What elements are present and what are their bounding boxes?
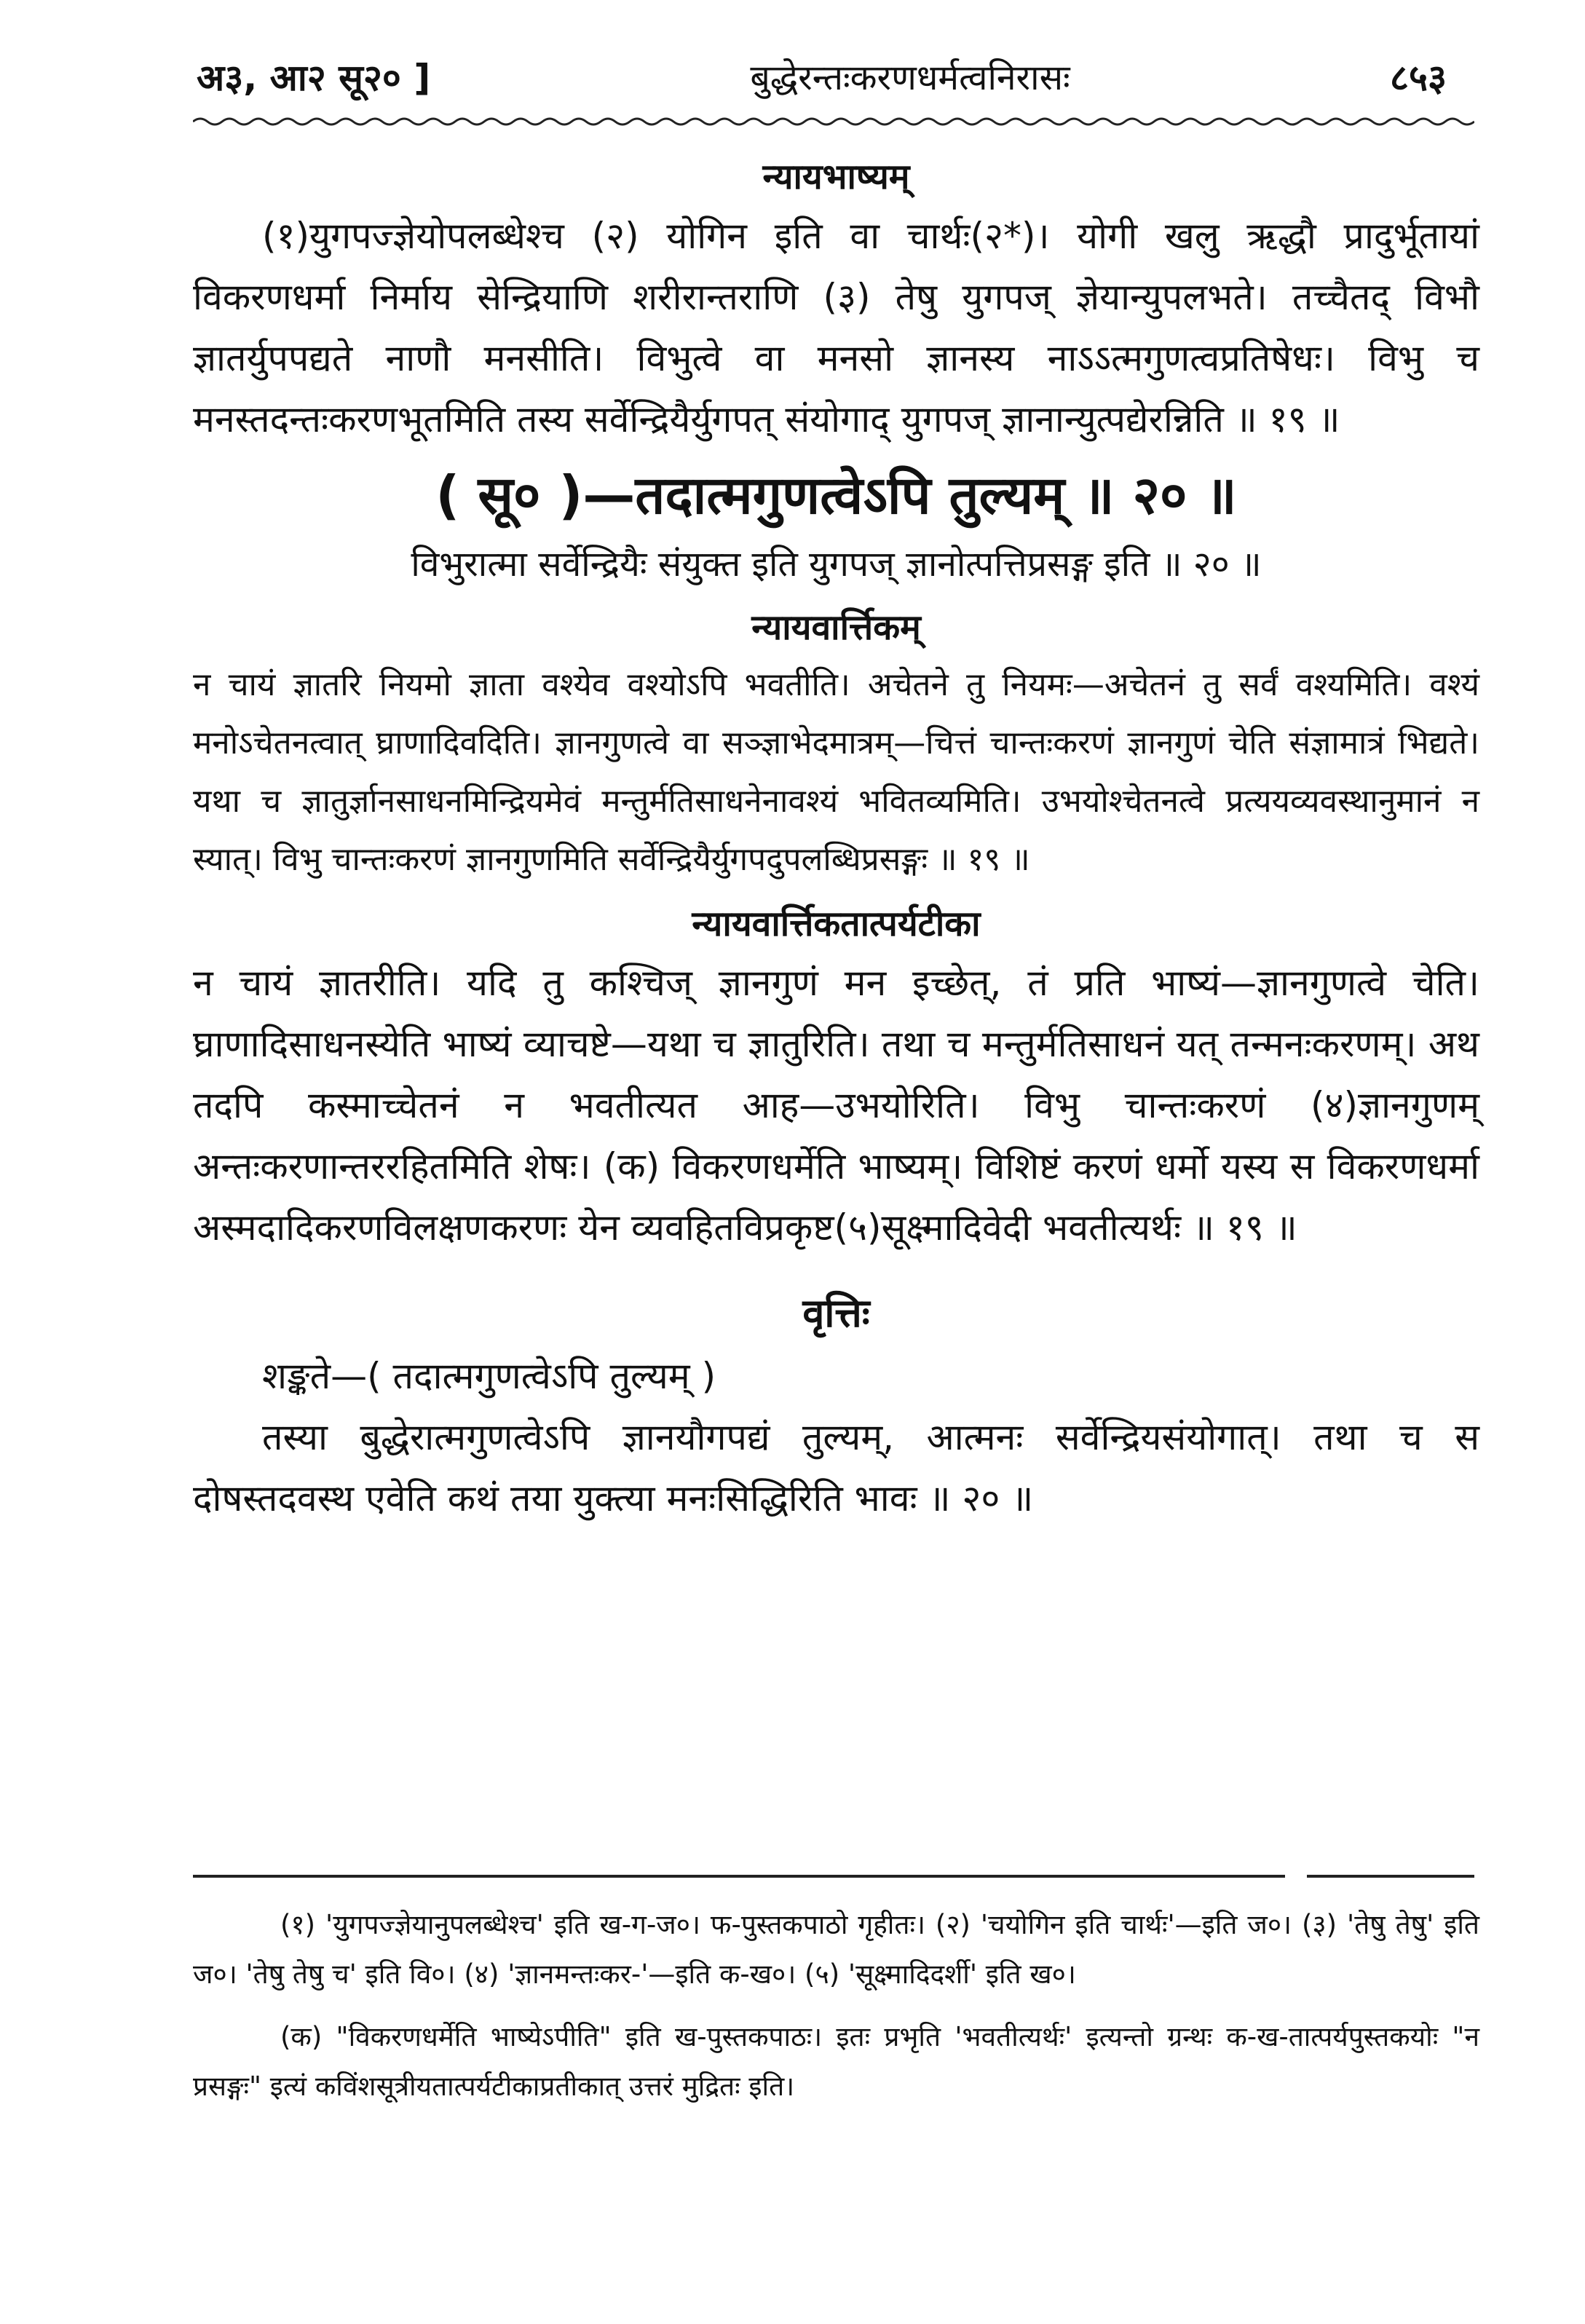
page-number: ८५३ <box>1390 57 1447 99</box>
vritti-heading: वृत्तिः <box>802 1290 870 1336</box>
footnote-separator <box>193 1875 1474 1882</box>
header-section-ref: अ३, आ२ सू२० ] <box>197 57 431 99</box>
bhashya-heading: न्यायभाष्यम् <box>762 157 910 197</box>
separator-rule-right <box>1307 1875 1474 1878</box>
vritti-text: तस्या बुद्धेरात्मगुणत्वेऽपि ज्ञानयौगपद्यं तुल्यम्, आत्मनः सर्वेन्द्रियसंयोगात्। तथा च स दोषस्तदवस्थ एवेति कथं तया युक्त्या मनःसिद्धिरिति भावः ॥ २० ॥ <box>193 1416 1479 1519</box>
main-text <box>193 142 1479 1529</box>
tika-heading: न्यायवार्त्तिकतात्पर्यटीका <box>692 904 981 944</box>
sutra-gloss: विभुरात्मा सर्वेन्द्रियैः संयुक्त इति युगपज् ज्ञानोत्पत्तिप्रसङ्ग इति ॥ २० ॥ <box>411 544 1262 585</box>
bhashya-text: (१)युगपज्ज्ञेयोपलब्धेश्च (२) योगिन इति वा चार्थः(२*)। योगी खलु ऋद्धौ प्रादुर्भूतायां विकरणधर्मा निर्माय सेन्द्रियाणि शरीरान्तराणि (३) तेषु युगपज् ज्ञेयान्युपलभते। तच्चैतद् विभौ ज्ञातर्युपपद्यते नाणौ मनसीति। विभुत्वे वा मनसो ज्ञानस्य नाऽऽत्मगुणत्वप्रतिषेधः। विभु च मनस्तदन्तःकरणभूतमिति तस्य सर्वेन्द्रियैर्युगपत् संयोगाद् युगपज् ज्ञानान्युत्पद्येरन्निति ॥ १९ ॥ <box>193 215 1479 440</box>
running-header <box>197 36 1447 116</box>
separator-rule-left <box>193 1875 1285 1878</box>
header-title: बुद्धेरन्तःकरणधर्मत्वनिरासः <box>750 57 1070 98</box>
header-wavy-rule <box>193 113 1474 130</box>
tika-text: न चायं ज्ञातरीति। यदि तु कश्चिज् ज्ञानगुणं मन इच्छेत्, तं प्रति भाष्यं—ज्ञानगुणत्वे चेति। घ्राणादिसाधनस्येति भाष्यं व्याचष्टे—यथा च ज्ञातुरिति। तथा च मन्तुर्मतिसाधनं यत् तन्मनःकरणम्। अथ तदपि कस्माच्चेतनं न भवतीत्यत आह—उभयोरिति। विभु चान्तःकरणं (४)ज्ञानगुणम् अन्तःकरणान्तररहितमिति शेषः। (क) विकरणधर्मेति भाष्यम्। विशिष्टं करणं धर्मो यस्य स विकरणधर्मा अस्मदादिकरणविलक्षणकरणः येन व्यवहितविप्रकृष्ट(५)सूक्ष्मादिवेदी भवतीत्यर्थः ॥ १९ ॥ <box>193 962 1479 1249</box>
footnote-lettered: (क) "विकरणधर्मेति भाष्येऽपीति" इति ख-पुस्तकपाठः। इतः प्रभृति 'भवतीत्यर्थः' इत्यन्तो ग्रन्थः क-ख-तात्पर्यपुस्तकयोः "न प्रसङ्गः" इत्यं कविंशसूत्रीयतात्पर्यटीकाप्रतीकात् उत्तरं मुद्रितः इति। <box>193 2021 1479 2102</box>
footnote-numbered: (१) 'युगपज्ज्ञेयानुपलब्धेश्च' इति ख-ग-ज०। फ-पुस्तकपाठो गृहीतः। (२) 'चयोगिन इति चार्थः'—इति ज०। (३) 'तेषु तेषु' इति ज०। 'तेषु तेषु च' इति वि०। (४) 'ज्ञानमन्तःकर-'—इति क-ख०। (५) 'सूक्ष्मादिदर्शी' इति ख०। <box>193 1909 1479 1990</box>
footnotes <box>193 1900 1479 2111</box>
sutra-line: ( सू० )—तदात्मगुणत्वेऽपि तुल्यम् ॥ २० ॥ <box>435 465 1237 526</box>
vartika-heading: न्यायवार्त्तिकम् <box>751 607 921 648</box>
vartika-text: न चायं ज्ञातरि नियमो ज्ञाता वश्येव वश्योऽपि भवतीति। अचेतने तु नियमः—अचेतनं तु सर्वं वश्यमिति। वश्यं मनोऽचेतनत्वात् घ्राणादिवदिति। ज्ञानगुणत्वे वा सञ्ज्ञाभेदमात्रम्—चित्तं चान्तःकरणं ज्ञानगुणं चेति संज्ञामात्रं भिद्यते। यथा च ज्ञातुर्ज्ञानसाधनमिन्द्रियमेवं मन्तुर्मतिसाधनेनावश्यं भवितव्यमिति। उभयोश्चेतनत्वे प्रत्ययव्यवस्थानुमानं न स्यात्। विभु चान्तःकरणं ज्ञानगुणमिति सर्वेन्द्रियैर्युगपदुपलब्धिप्रसङ्गः ॥ १९ ॥ <box>193 666 1479 878</box>
vritti-first-line: शङ्कते—( तदात्मगुणत्वेऽपि तुल्यम् ) <box>262 1355 716 1397</box>
